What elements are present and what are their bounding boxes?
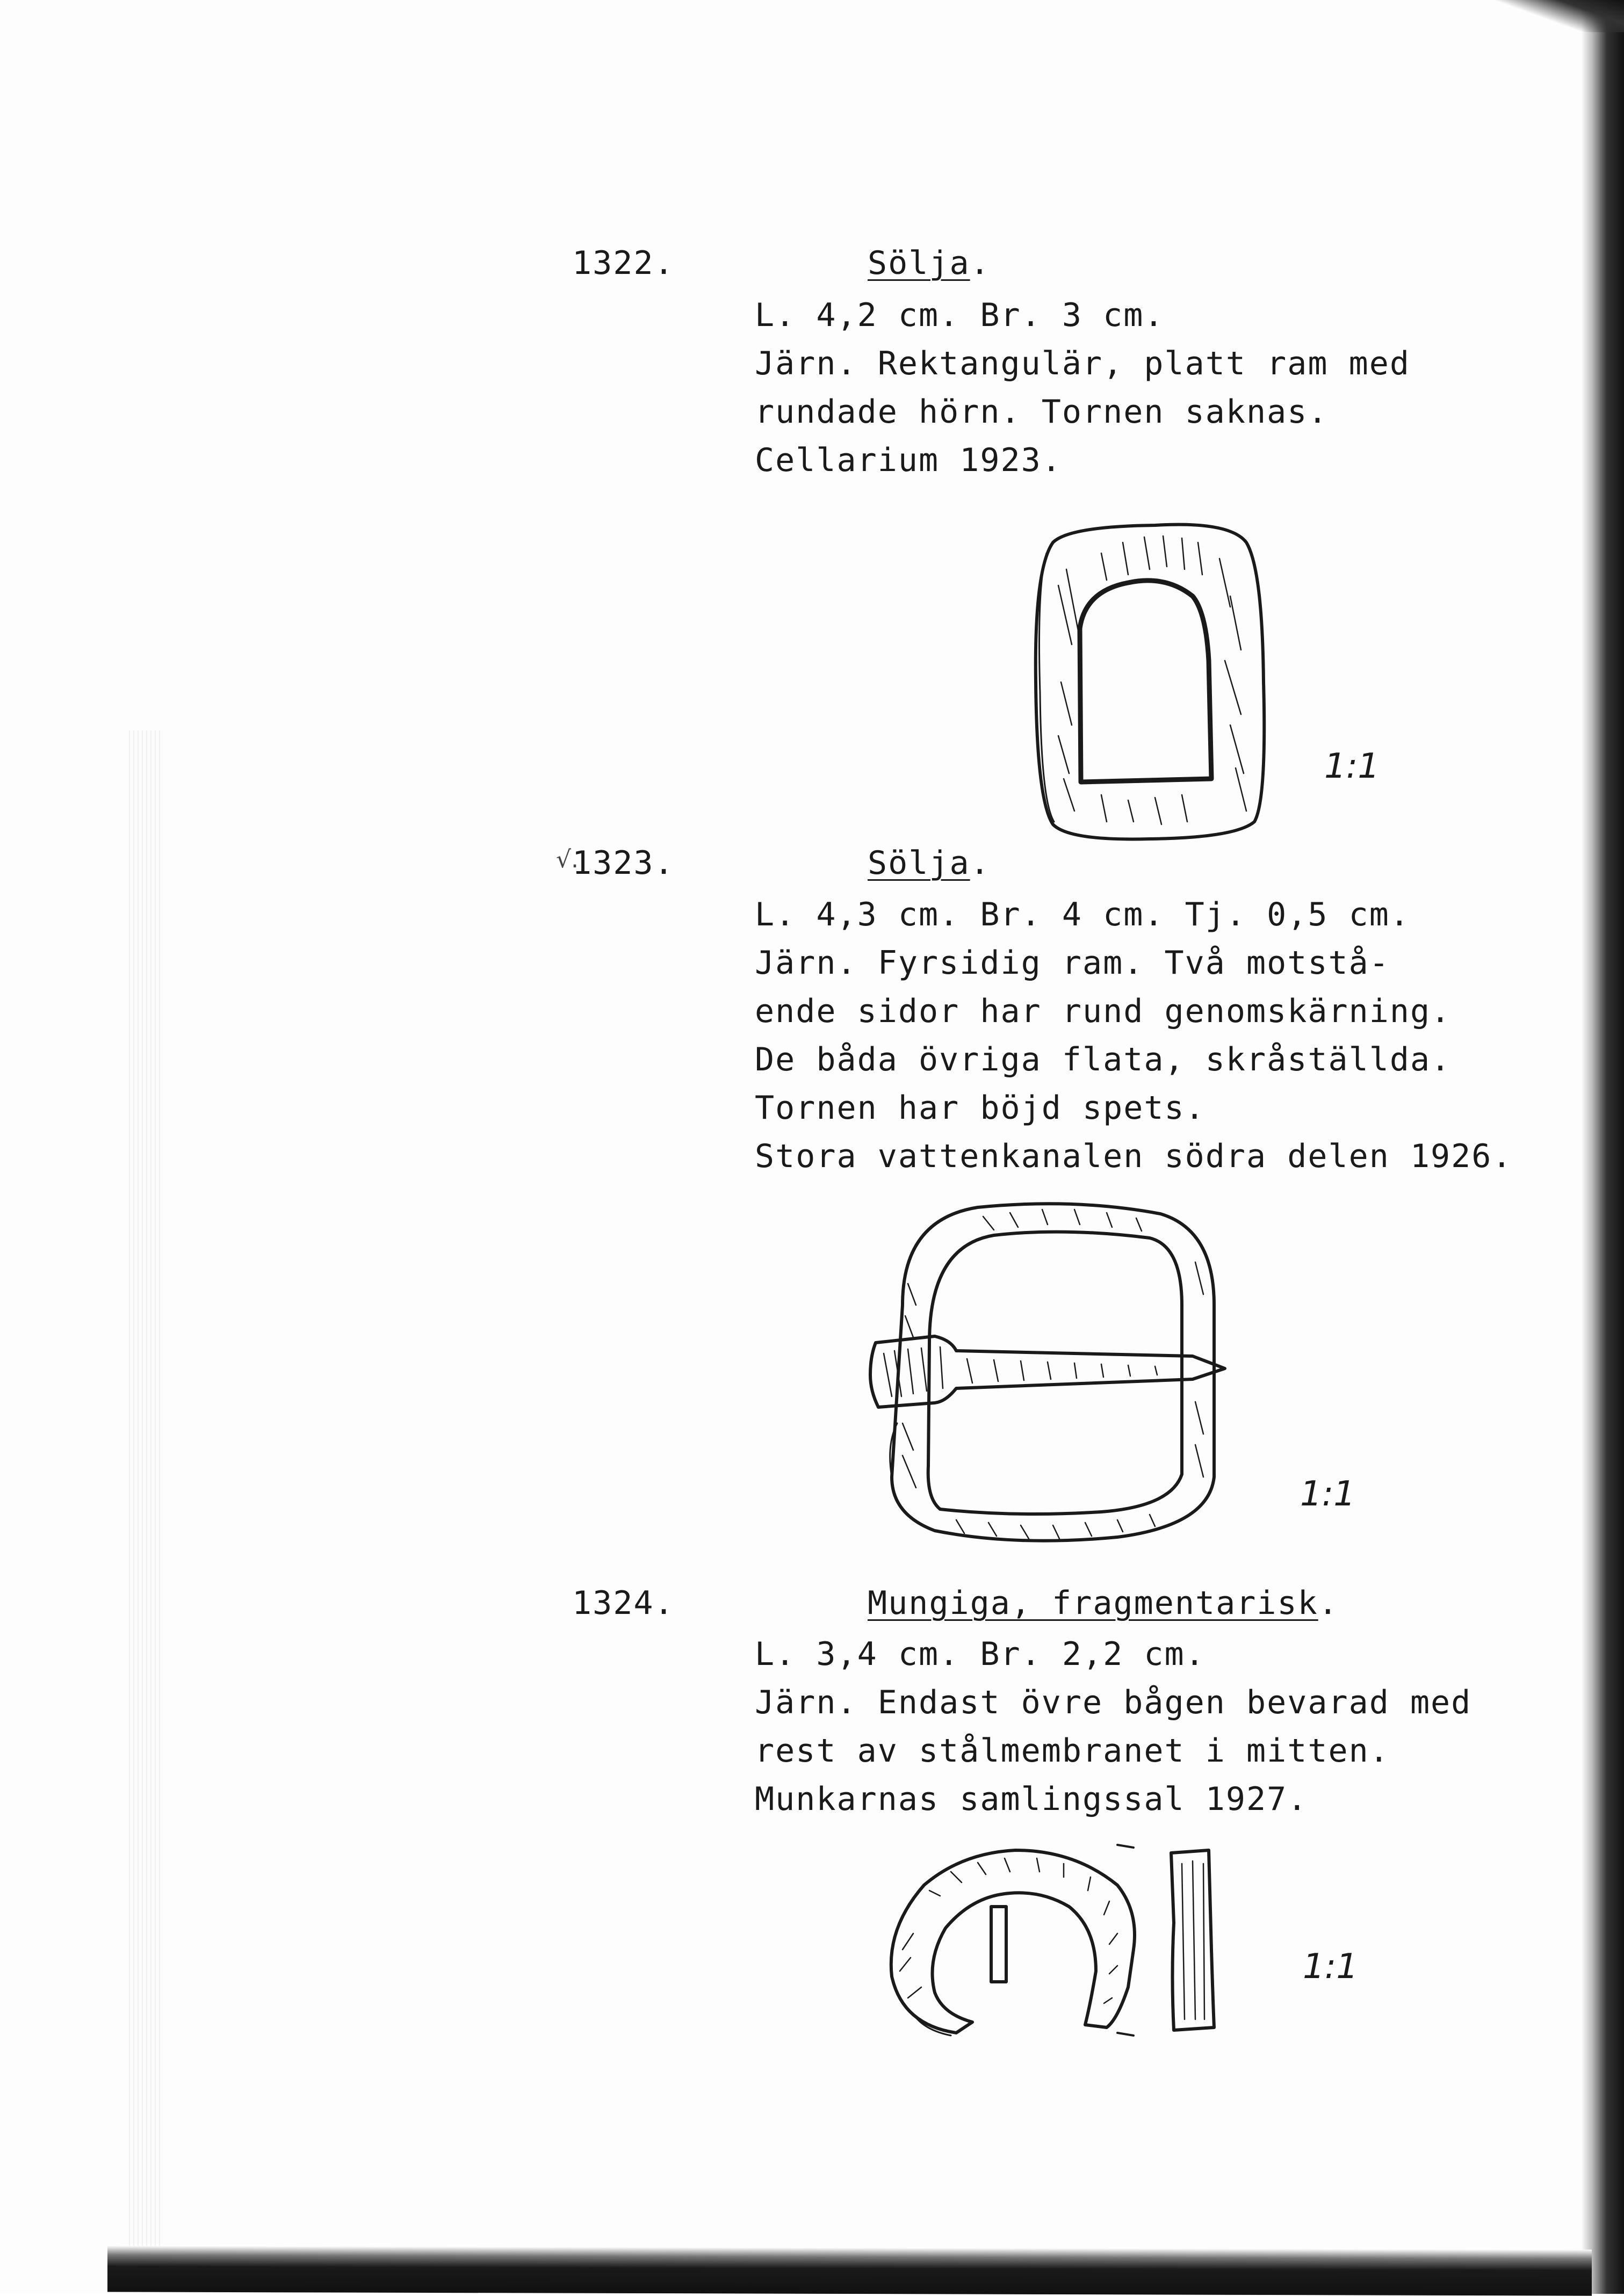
entry-line: Järn. Endast övre bågen bevarad med xyxy=(755,1684,1472,1721)
entry-number: 1323. xyxy=(572,844,675,882)
binding-edge xyxy=(129,730,161,2256)
jaw-harp-drawing xyxy=(881,1842,1225,2041)
entry-line: Järn. Rektangulär, platt ram med xyxy=(755,345,1410,382)
scale-label: 1:1 xyxy=(1300,1474,1355,1514)
entry-line: ende sidor har rund genomskärning. xyxy=(755,993,1452,1030)
scan-shadow-bottom xyxy=(107,2246,1592,2295)
entry-title: Mungiga, fragmentarisk. xyxy=(868,1584,1339,1622)
buckle-drawing-rectangular xyxy=(1021,521,1273,843)
entry-line: Munkarnas samlingssal 1927. xyxy=(755,1780,1308,1818)
check-mark: √. xyxy=(556,846,579,873)
entry-line: Järn. Fyrsidig ram. Två motstå- xyxy=(755,944,1390,982)
scale-label: 1:1 xyxy=(1303,1947,1358,1987)
entry-line: L. 4,2 cm. Br. 3 cm. xyxy=(755,296,1165,334)
entry-line: Stora vattenkanalen södra delen 1926. xyxy=(755,1138,1513,1175)
entry-title: Sölja. xyxy=(868,244,991,282)
entry-line: Tornen har böjd spets. xyxy=(755,1089,1206,1127)
entry-line: L. 3,4 cm. Br. 2,2 cm. xyxy=(755,1635,1206,1673)
entry-number: 1322. xyxy=(572,244,675,282)
scale-label: 1:1 xyxy=(1324,747,1380,786)
scan-shadow-right xyxy=(1581,0,1624,2294)
entry-line: rest av stålmembranet i mitten. xyxy=(755,1732,1390,1770)
entry-line: De båda övriga flata, skråställda. xyxy=(755,1041,1452,1078)
buckle-drawing-four-sided xyxy=(870,1198,1236,1547)
entry-line: Cellarium 1923. xyxy=(755,441,1062,479)
entry-line: rundade hörn. Tornen saknas. xyxy=(755,393,1329,431)
entry-number: 1324. xyxy=(572,1584,675,1622)
scan-shadow-corner xyxy=(1495,0,1624,32)
entry-line: L. 4,3 cm. Br. 4 cm. Tj. 0,5 cm. xyxy=(755,896,1410,933)
entry-title: Sölja. xyxy=(868,844,991,882)
